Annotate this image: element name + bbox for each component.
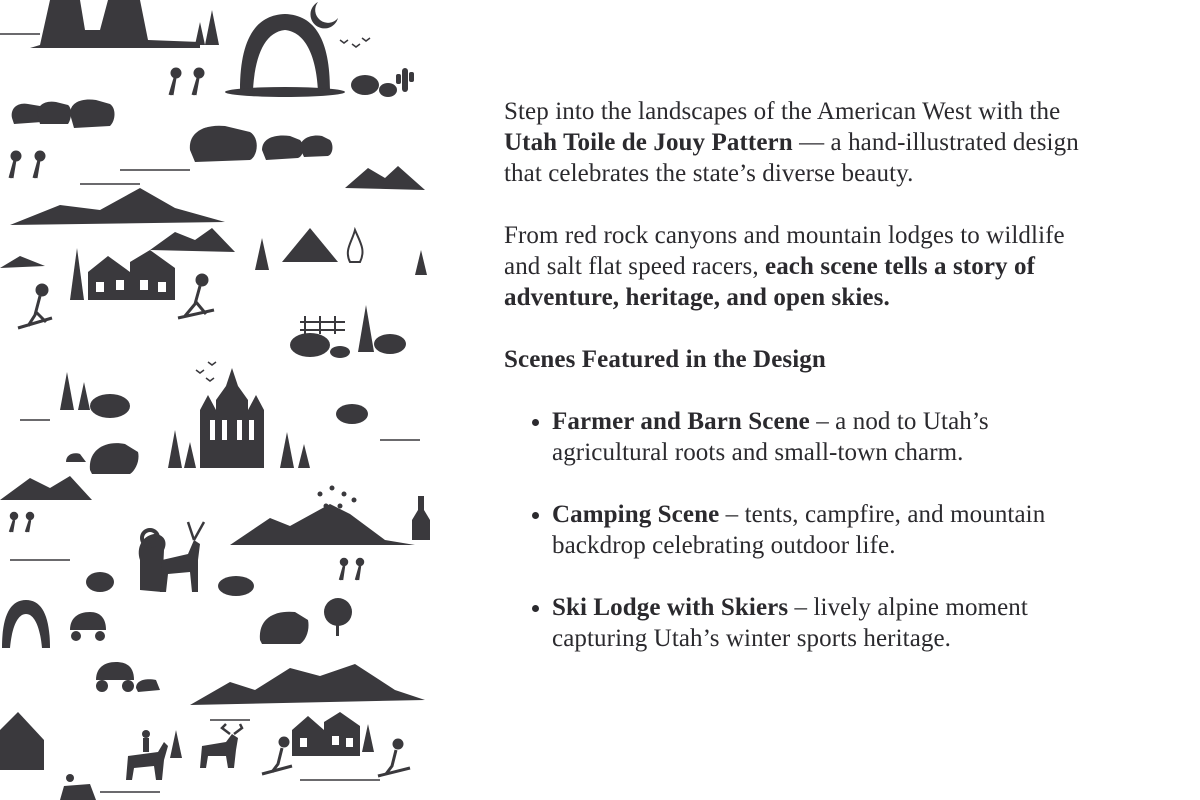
scene-description: – tents, campfire, and mountain backdrop celebrating outdoor life. [552,501,1046,559]
scenes-list [504,406,1104,654]
cactus-icon [396,68,414,92]
story-text: From red rock canyons and mountain lodges to wildlife and salt flat speed racers, [504,222,1065,280]
hikers-icon [170,69,203,95]
toile-pattern-illustration [0,0,430,800]
scene-description: – lively alpine moment capturing Utah’s winter sports heritage. [552,594,1028,652]
list-item [504,499,1104,561]
tree-icon [195,10,219,45]
scene-title: Ski Lodge with Skiers [552,594,789,621]
barn-icon [0,712,44,770]
rider-icon [60,730,168,800]
birds-icon [196,362,216,381]
arch-icon [2,600,50,648]
moon-icon [310,2,338,28]
scene-title: Farmer and Barn Scene [552,408,810,435]
list-item [504,592,1104,654]
intro-text-continued: — a hand-illustrated design that celebrates the state’s diverse beauty. [504,129,1079,187]
deer-icon [160,522,204,592]
story-paragraph [504,220,1104,313]
wagon-icon [70,612,160,692]
fence-icon [300,316,345,334]
mesa-icon [30,0,200,48]
list-item [504,406,1104,468]
mountain-icon [0,476,425,705]
moose-icon [200,724,242,768]
boulder-icon [351,75,397,97]
stars-icon [318,486,357,509]
campfire-icon [348,230,363,262]
story-highlight: each scene tells a story of adventure, heritage, and open skies. [504,253,1036,311]
cloud-icon [80,170,190,184]
boulder-icon [290,333,406,358]
tent-icon [282,228,338,262]
intro-paragraph [504,96,1104,189]
shrub-icon [86,572,254,596]
scene-description: – a nod to Utah’s agricultural roots and small-town charm. [552,408,989,466]
mountain-icon [0,166,425,268]
product-name: Utah Toile de Jouy Pattern [504,129,793,156]
lodge-icon [88,250,175,300]
intro-text: Step into the landscapes of the American West with the [504,98,1061,125]
bison-icon [12,100,333,162]
hikers-icon [10,152,44,178]
description-panel [504,96,1104,654]
section-heading: Scenes Featured in the Design [504,346,826,373]
temple-icon [200,368,264,468]
scene-title: Camping Scene [552,501,720,528]
birds-icon [340,38,370,47]
lodge-icon [292,712,360,756]
bottle-icon [412,496,430,540]
